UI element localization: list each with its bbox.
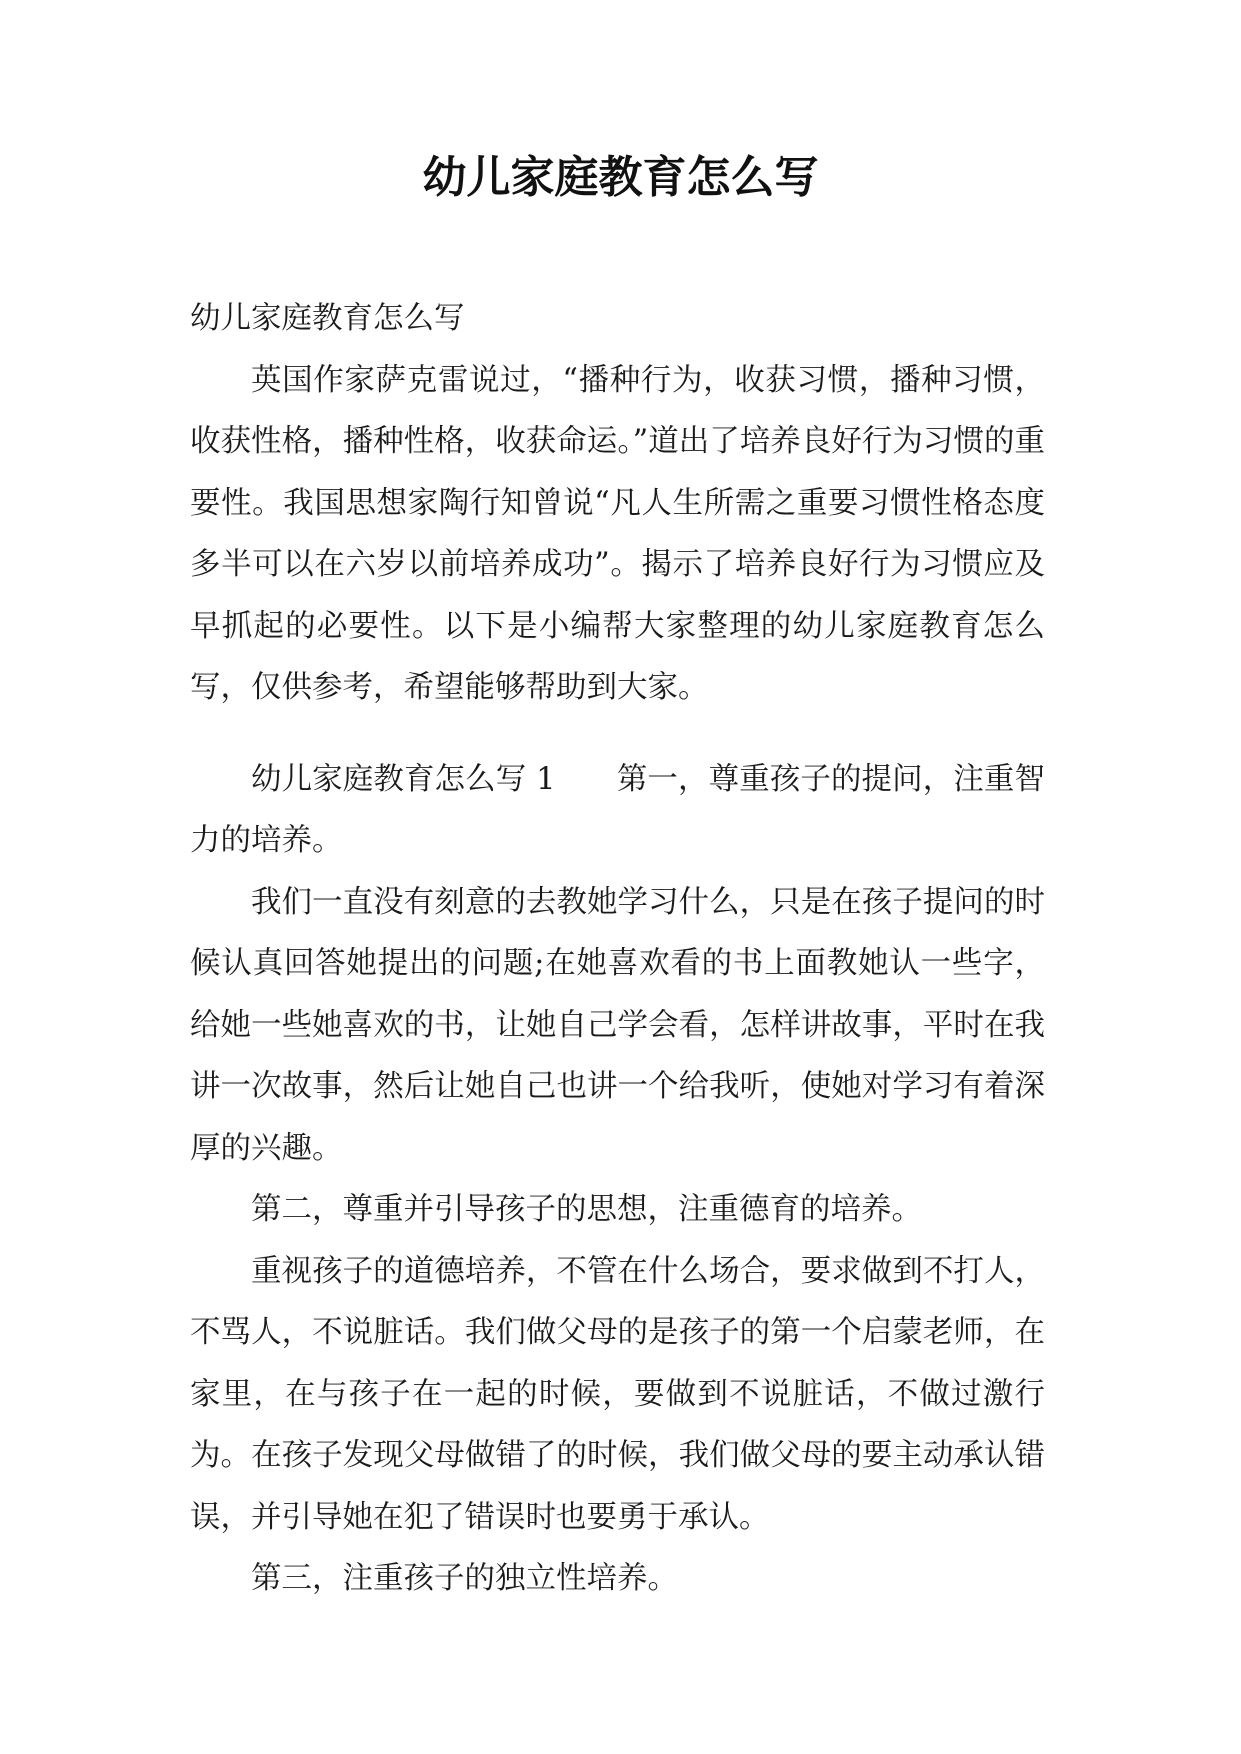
document-body bbox=[190, 288, 1045, 1610]
spacer-text bbox=[556, 762, 617, 797]
intro-paragraph: 英国作家萨克雷说过，“播种行为，收获习惯，播种习惯，收获性格，播种性格，收获命运。”道出了培养良好行为习惯的重要性。我国思想家陶行知曾说“凡人生所需之重要习惯性格态度多半可以在六岁以前培养成功”。揭示了培养良好行为习惯应及早抓起的必要性。以下是小编帮大家整理的幼儿家庭教育怎么写，仅供参考，希望能够帮助到大家。 bbox=[190, 362, 1045, 705]
point-2-body: 重视孩子的道德培养，不管在什么场合，要求做到不打人，不骂人，不说脏话。我们做父母的是孩子的第一个启蒙老师，在家里，在与孩子在一起的时候，要做到不说脏话，不做过激行为。在孩子发现父母做错了的时候，我们做父母的要主动承认错误，并引导她在犯了错误时也要勇于承认。 bbox=[190, 1253, 1045, 1535]
point-2-heading: 第二，尊重并引导孩子的思想，注重德育的培养。 bbox=[251, 1192, 922, 1227]
point-1-heading: 第一，尊重孩子的提问，注重智力的培养。 bbox=[190, 761, 1046, 858]
document-subtitle: 幼儿家庭教育怎么写 bbox=[190, 301, 465, 336]
document-title: 幼儿家庭教育怎么写 bbox=[422, 152, 819, 203]
point-3-heading: 第三，注重孩子的独立性培养。 bbox=[251, 1561, 678, 1596]
paragraph-spacer bbox=[190, 719, 1045, 749]
point-1-body: 我们一直没有刻意的去教她学习什么，只是在孩子提问的时候认真回答她提出的问题;在她喜欢看的书上面教她认一些字，给她一些她喜欢的书，让她自己学会看，怎样讲故事，平时在我讲一次故事，然后让她自己也讲一个给我听，使她对学习有着深厚的兴趣。 bbox=[190, 884, 1045, 1166]
section-1-heading: 幼儿家庭教育怎么写 1 bbox=[251, 761, 556, 797]
section-1-paragraph bbox=[190, 749, 1045, 872]
